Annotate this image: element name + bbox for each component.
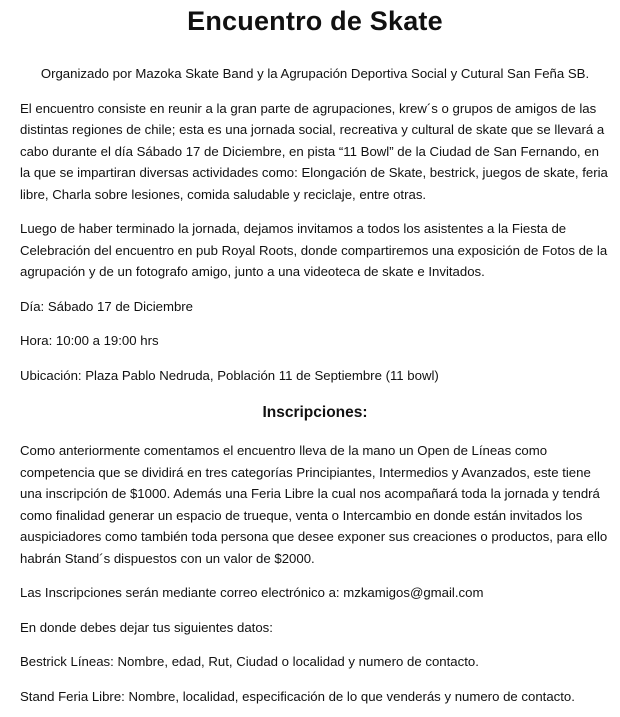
data-intro-line: En donde debes dejar tus siguientes datos: xyxy=(20,619,273,635)
registration-paragraph: Como anteriormente comentamos el encuentro lleva de la mano un Open de Líneas como competencia que se dividirá en tres categorías Principiantes, Intermedios y Avanzados, este tiene una inscripción de $1000. Además una Feria Libre la cual nos acompañará toda la jornada y tendrá como finalidad generar un espacio de trueque, venta o Intercambio en donde están invitados los auspiciadores como también toda persona que desee exponer sus creaciones o productos, para ello habrán Stand´s dispuestos con un valor de $2000. xyxy=(20,443,608,566)
stand-data-line: Stand Feria Libre: Nombre, localidad, especificación de lo que venderás y numero de contacto. xyxy=(20,688,575,704)
event-location: Ubicación: Plaza Pablo Nedruda, Población 11 de Septiembre (11 bowl) xyxy=(20,367,439,383)
after-event-paragraph: Luego de haber terminado la jornada, dejamos invitamos a todos los asistentes a la Fiesta de Celebración del encuentro en pub Royal Roots, donde compartiremos una exposición de Fotos de la agrupación y de un fotografo amigo, junto a una videoteca de skate e Invitados. xyxy=(20,221,608,279)
document-title: Encuentro de Skate xyxy=(187,6,443,36)
event-day: Día: Sábado 17 de Diciembre xyxy=(20,298,194,314)
event-time: Hora: 10:00 a 19:00 hrs xyxy=(20,333,159,348)
email-line: Las Inscripciones serán mediante correo electrónico a: mzkamigos@gmail.com xyxy=(20,585,484,600)
intro-paragraph: El encuentro consiste en reunir a la gran parte de agrupaciones, krew´s o grupos de amigos de las distintas regiones de chile; esta es una jornada social, recreativa y cultural de skate que se llevará a cabo durante el día Sábado 17 de Diciembre, en pista “11 Bowl” de la Ciudad de San Fernando, en la que se impartiran diversas actividades como: Elongación de Skate, bestrick, juegos de skate, feria libre, Charla sobre lesiones, comida saludable y reciclaje, entre otras. xyxy=(20,100,608,202)
bestrick-data-line: Bestrick Líneas: Nombre, edad, Rut, Ciudad o localidad y numero de contacto. xyxy=(20,654,479,669)
organizer-line: Organizado por Mazoka Skate Band y la Agrupación Deportiva Social y Cutural San Feña SB. xyxy=(40,66,590,81)
registration-heading: Inscripciones: xyxy=(262,404,368,421)
